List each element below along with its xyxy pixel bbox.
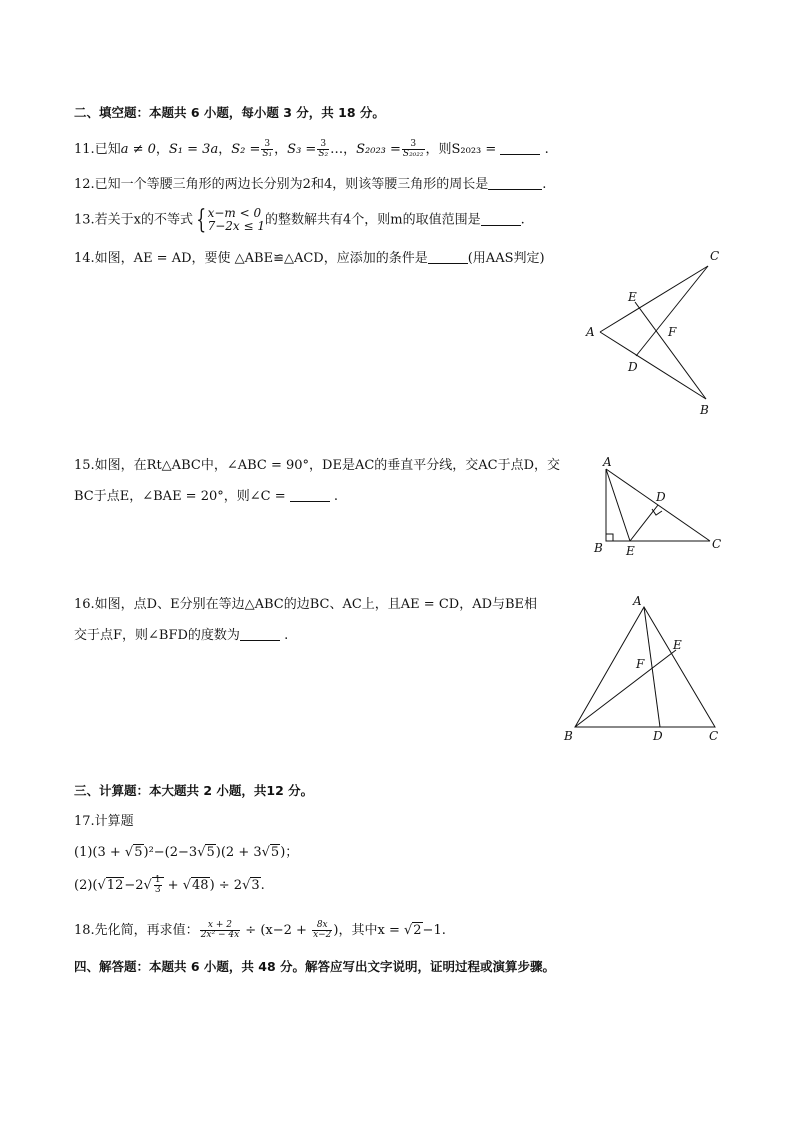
q11-s3: S₃ = — [287, 142, 317, 157]
q16-label-B: B — [564, 729, 573, 743]
q11-s2: S₂ = — [231, 142, 261, 157]
question-16-line1 — [74, 596, 537, 614]
q14-text: 14.如图，AE = AD，要使 △ABE≌△ACD，应添加的条件是 — [74, 251, 428, 266]
q14-line-EB — [635, 302, 706, 399]
q15-end: . — [333, 489, 339, 504]
q14-line-AB — [600, 332, 706, 399]
q18-fraction-1: $\frac{x + 2}{\text{2x² − 4x}}$ — [200, 920, 240, 940]
q11-frac-s1: $\frac{3}{\text{S₁}}$ — [262, 139, 273, 159]
q11-frac-s2022: $\frac{3}{\text{S₂₀₂₂}}$ — [402, 139, 424, 159]
q12-text: 12.已知一个等腰三角形的两边长分别为2和4，则该等腰三角形的周长是 — [74, 177, 489, 192]
q18-tail: −1. — [422, 923, 446, 938]
q12-answer-blank[interactable] — [488, 177, 542, 190]
q15-label-C: C — [712, 537, 722, 551]
q11-s2023: S₂₀₂₃ = — [356, 142, 401, 157]
q15-text-2: BC于点E，∠BAE = 20°，则∠C = — [74, 489, 286, 504]
q15-label-D: D — [656, 490, 666, 504]
section4-heading: 四、解答题：本题共 6 小题，共 48 分。解答应写出文字说明，证明过程或演算步骤。 — [74, 959, 556, 974]
q16-text-1: 16.如图，点D、E分别在等边△ABC的边BC、AC上，且AE = CD，AD与BE相 — [74, 597, 538, 612]
q18-fraction-2: $\frac{8x}{x-2}$ — [313, 920, 332, 940]
q16-end: . — [284, 628, 289, 643]
q16-label-F: F — [636, 657, 645, 671]
q16-answer-blank[interactable] — [240, 628, 280, 641]
q15-label-B: B — [594, 541, 603, 555]
q15-right-angle-D — [652, 509, 662, 515]
q16-triangle-ABC — [575, 607, 715, 727]
q18-after: )，其中x = — [333, 923, 404, 938]
q16-line-AD — [644, 607, 660, 727]
q18-mid: ÷ (x−2 + — [241, 923, 312, 938]
q11-number: 11. — [74, 142, 95, 157]
q11-lead: 已知 — [94, 142, 121, 157]
q16-label-C: C — [709, 729, 719, 743]
q13-brace: { — [196, 205, 207, 235]
q16-label-E: E — [673, 638, 682, 652]
question-11: 11.已知a ≠ 0，S₁ = 3a，S₂ = $\frac{3}{\text{S₁}}$ ，S₃ = $\frac{3}{\text{S₂}}$ …，S₂₀₂₃ = $\frac{3}{\text{S₂₀₂₂}}$ ，则S₂₀₂₃ = . — [74, 139, 549, 159]
q16-figure — [556, 590, 726, 750]
q11-condition: a ≠ 0 — [120, 142, 156, 157]
q13-inequality-1: x−m < 0 — [207, 206, 262, 220]
q15-label-E: E — [626, 544, 635, 558]
q14-label-D: D — [628, 360, 638, 374]
question-15-line1 — [74, 457, 560, 475]
q16-text-2: 交于点F，则∠BFD的度数为 — [74, 628, 240, 643]
q17-part1: (1)(3 + √5)²−(2−3√5)(2 + 3√5)； — [74, 845, 299, 860]
q13-tail: 的整数解共有4个，则m的取值范围是 — [264, 212, 481, 228]
q11-s1: S₁ = 3a — [168, 142, 219, 157]
q14-label-C: C — [710, 249, 720, 263]
q13-lead: 13.若关于x的不等式 — [74, 212, 194, 228]
q11-ask: ，则S₂₀₂₃ = — [425, 142, 497, 157]
q17-title-text: 17.计算题 — [74, 814, 134, 829]
q18-lead: 18.先化简，再求值： — [74, 923, 199, 938]
q18-root: 2 — [413, 923, 422, 938]
question-14 — [74, 250, 545, 268]
q16-line-BE — [575, 650, 676, 727]
section2-heading: 二、填空题：本题共 6 小题，每小题 3 分，共 18 分。 — [74, 105, 385, 120]
q14-label-F: F — [668, 325, 677, 339]
q17-title — [74, 813, 134, 831]
question-16-line2 — [74, 627, 288, 645]
section3-heading: 三、计算题：本大题共 2 小题，共12 分。 — [74, 783, 314, 798]
q13-system — [208, 207, 265, 233]
q16-label-A: A — [633, 594, 642, 608]
q15-line-AE — [606, 469, 630, 541]
q14-line-DC — [636, 266, 708, 356]
q14-figure — [580, 244, 730, 422]
q14-label-A: A — [586, 325, 595, 339]
q16-label-D: D — [653, 729, 663, 743]
q11-frac-s2: $\frac{3}{\text{S₂}}$ — [318, 139, 329, 159]
q15-line-ED — [630, 505, 658, 541]
q15-figure — [590, 452, 730, 562]
q11-end: . — [544, 142, 549, 157]
q12-end: . — [542, 177, 547, 192]
q11-dots: … — [330, 142, 344, 157]
q13-inequality-2: 7−2x ≤ 1 — [207, 219, 265, 233]
question-15-line2 — [74, 488, 338, 506]
question-13 — [74, 207, 525, 234]
q13-end: . — [520, 212, 525, 228]
q15-label-A: A — [603, 455, 612, 469]
q14-label-B: B — [700, 403, 709, 417]
q13-answer-blank[interactable] — [481, 213, 521, 226]
q14-answer-blank[interactable] — [428, 251, 468, 264]
q14-label-E: E — [628, 290, 637, 304]
q15-text-1: 15.如图，在Rt△ABC中，∠ABC = 90°，DE是AC的垂直平分线，交AC于点D，交 — [74, 458, 561, 473]
q11-answer-blank[interactable] — [500, 142, 540, 155]
question-12 — [74, 176, 546, 194]
q15-answer-blank[interactable] — [290, 489, 330, 502]
q14-tail: (用AAS判定) — [467, 251, 545, 266]
question-18: 18.先化简，再求值： $\frac{x + 2}{\text{2x² − 4x}}$ ÷ (x−2 + $\frac{8x}{x-2}$ )，其中x = √2−1. — [74, 920, 446, 940]
q14-line-AC — [600, 266, 708, 332]
q17-part2: (2)(√12−2√ $\frac{1}{3}$ + √48) ÷ 2√3. — [74, 875, 265, 895]
q15-right-angle-B — [606, 534, 613, 541]
